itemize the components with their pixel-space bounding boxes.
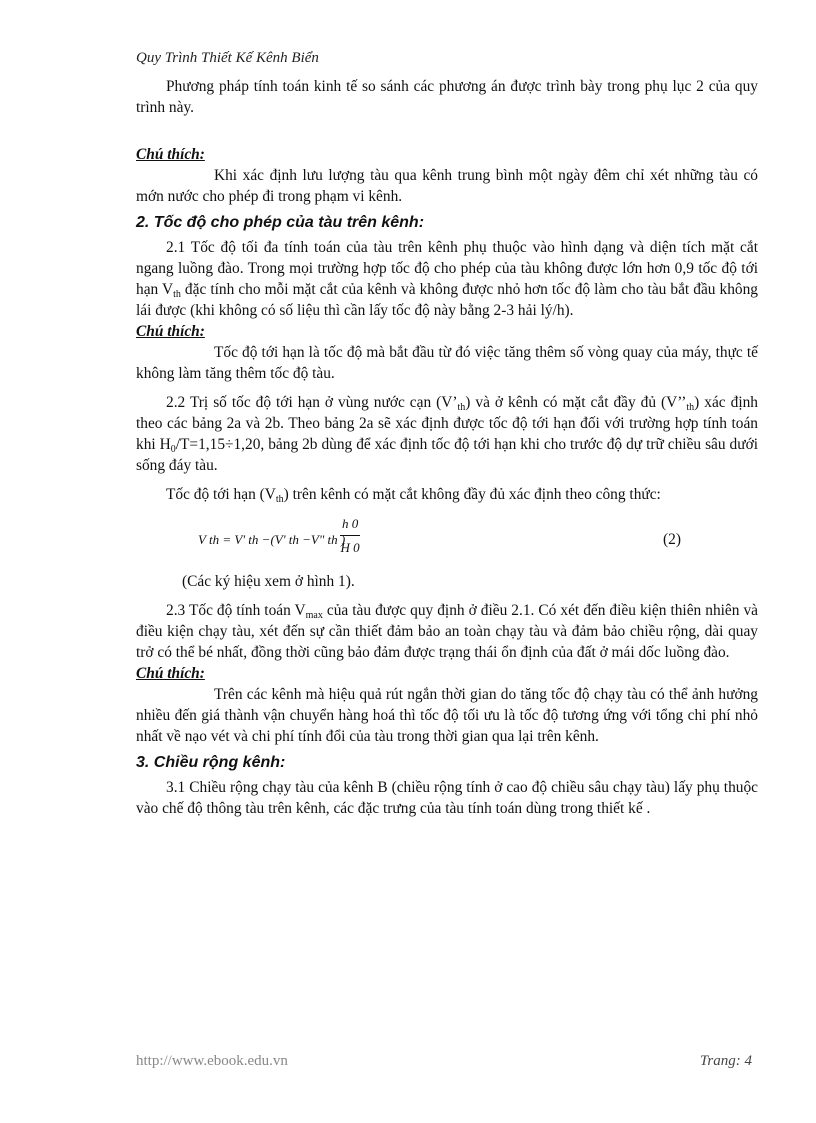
note-3: Trên các kênh mà hiệu quả rút ngắn thời gian do tăng tốc độ chạy tàu có thể ảnh hưởng nhiều đến giá thành vận chuyển hàng hoá thì tốc độ tối ưu là tốc độ tương ứng với tổng chi phí nhỏ nhất về nạo vét và chi phí tính đổi của tàu trong thời gian qua lại trên kênh.: [136, 686, 758, 745]
intro-paragraph: Phương pháp tính toán kinh tế so sánh các phương án được trình bày trong phụ lục 2 của quy trình này.: [136, 78, 758, 116]
section-3-heading: 3. Chiều rộng kênh:: [136, 754, 286, 771]
page-footer: [136, 1053, 752, 1070]
note-label: Chú thích:: [136, 323, 205, 340]
symbols-reference: (Các ký hiệu xem ở hình 1).: [182, 573, 355, 590]
formula-denominator: H 0: [340, 540, 360, 555]
formula-lhs: V th = V' th −(V' th −V" th ): [198, 532, 346, 547]
section-2-heading: 2. Tốc độ cho phép của tàu trên kênh:: [136, 214, 425, 231]
paragraph-3-1: 3.1 Chiều rộng chạy tàu của kênh B (chiều rộng tính ở cao độ chiều sâu chạy tàu) lấy phụ thuộc vào chế độ thông tàu trên kênh, các đặc trưng của tàu tính toán dùng trong thiết kế .: [136, 779, 758, 817]
formula-intro: Tốc độ tới hạn $(V_{th})$ trên kênh có mặt cắt không đầy đủ xác định theo công thức:: [166, 486, 661, 505]
page-content: [136, 76, 758, 819]
note-label: Chú thích:: [136, 146, 205, 163]
paragraph-2-2: 2.2 Trị số tốc độ tới hạn ở vùng nước cạn $(V’_{th})$ và ở kênh có mặt cắt đầy đủ $(V’’_{th})$ xác định theo các bảng 2a và 2b. Theo bảng 2a sẽ xác định được tốc độ tới hạn đối với trường hợp tính toán khi $H_0/T=1,15\div 1,20$, bảng 2b dùng để xác định tốc độ tới hạn khi cho trước độ dự trữ chiều sâu dưới sống đáy tàu.: [136, 394, 758, 474]
formula-fraction: [340, 513, 360, 558]
note-1: Khi xác định lưu lượng tàu qua kênh trung bình một ngày đêm chỉ xét những tàu có mớn nước cho phép đi trong phạm vi kênh.: [136, 167, 758, 205]
formula-number: (2): [663, 531, 681, 548]
paragraph-2-1: 2.1 Tốc độ tối đa tính toán của tàu trên kênh phụ thuộc vào hình dạng và diện tích mặt cắt ngang luồng đào. Trong mọi trường hợp tốc độ cho phép của tàu không được lớn hơn 0,9 tốc độ tới hạn $V_{th}$ đặc tính cho mỗi mặt cắt của kênh và không được nhỏ hơn tốc độ làm cho tàu bắt đầu không lái được (khi không có số liệu thì cần lấy tốc độ này bằng 2-3 hải lý/h).: [136, 239, 758, 319]
formula-2: [136, 509, 758, 567]
paragraph-2-3: 2.3 Tốc độ tính toán $V_{max}$ của tàu được quy định ở điều 2.1. Có xét đến điều kiện thiên nhiên và điều kiện chạy tàu, xét đến sự cần thiết đảm bảo an toàn chạy tàu và đảm bảo chiều rộng, dài quay trở có thể bé nhất, đồng thời cũng bảo đảm được trạng thái ổn định của đất ở mái dốc luồng đào.: [136, 602, 758, 661]
formula-numerator: h 0: [340, 513, 360, 536]
running-header: Quy Trình Thiết Kế Kênh Biển: [136, 50, 319, 66]
note-label: Chú thích:: [136, 665, 205, 682]
note-2: Tốc độ tới hạn là tốc độ mà bắt đầu từ đó việc tăng thêm số vòng quay của máy, thực tế không làm tăng thêm tốc độ tàu.: [136, 344, 758, 382]
page-number: Trang: 4: [699, 1053, 752, 1069]
footer-url[interactable]: http://www.ebook.edu.vn: [136, 1053, 288, 1069]
